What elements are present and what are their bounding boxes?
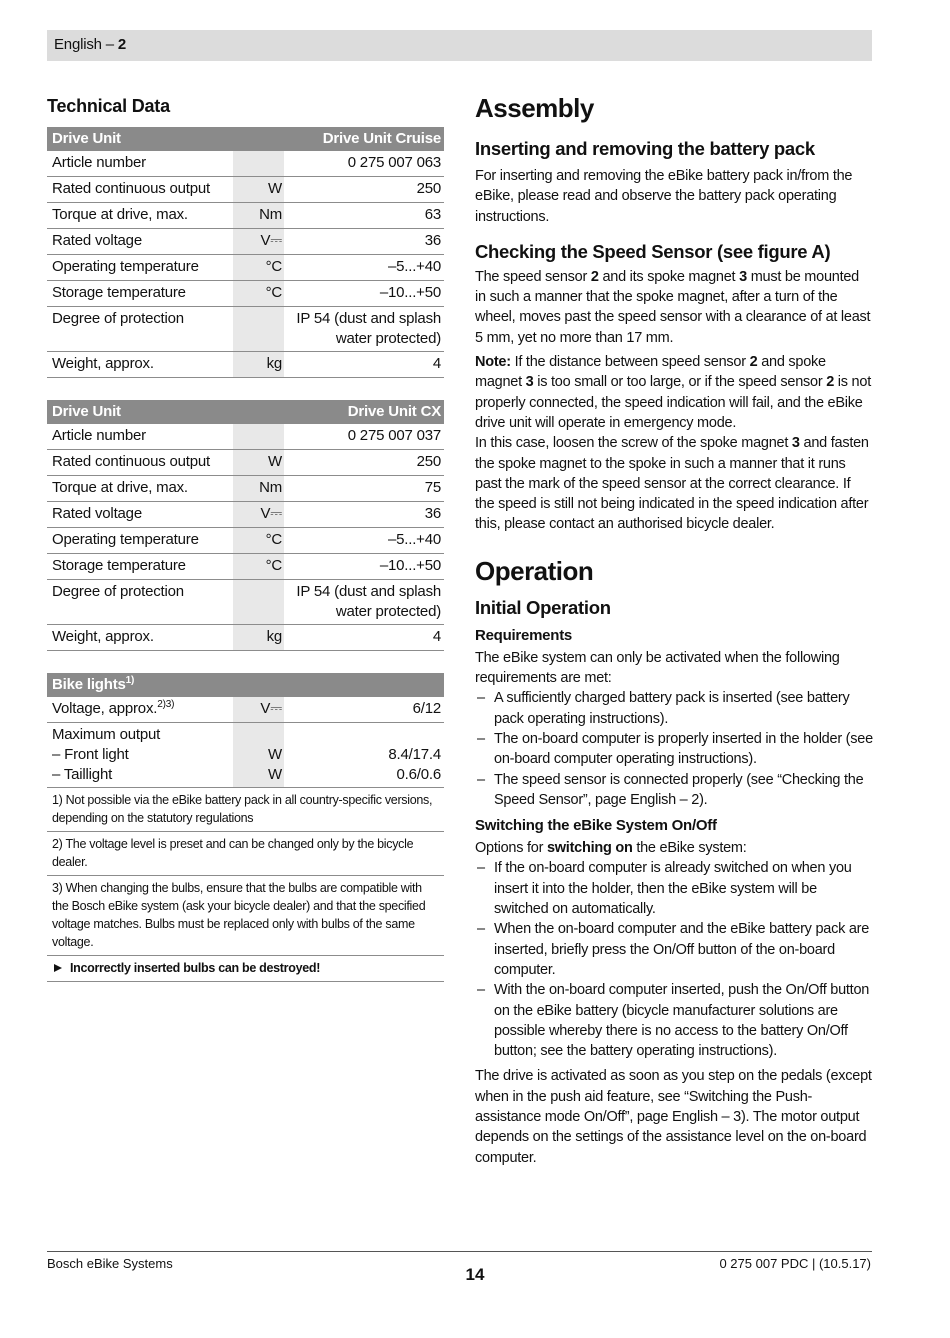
row-label: Storage temperature xyxy=(47,281,233,307)
battery-heading: Inserting and removing the battery pack xyxy=(475,138,815,159)
assembly-title: Assembly xyxy=(475,93,594,123)
warning-note xyxy=(47,956,444,982)
operation-title: Operation xyxy=(475,555,594,586)
text: The speed sensor xyxy=(475,268,591,285)
drive-activation-text: The drive is activated as soon as you step on the pedals (except when in the push aid feature, see “Switching the Push-assistance mode On/Off”, page English – 3). The motor output depends on the settings of the assistance level on the on-board computer. xyxy=(475,1068,872,1166)
row-value xyxy=(284,307,444,352)
sensor-paragraph xyxy=(475,267,873,348)
text: must be mounted in such a manner that the spoke magnet, after a turn of the wheel, moves past the speed sensor with a clearance of at least 5 mm, yet no more than 17 mm. xyxy=(475,268,871,346)
drive-unit-cruise-table xyxy=(47,127,444,378)
row-value: 6/12 xyxy=(284,697,444,723)
row-value: 0 275 007 063 xyxy=(284,151,444,177)
table-row xyxy=(47,229,444,255)
row-label: Rated voltage xyxy=(47,502,233,528)
table-row xyxy=(47,450,444,476)
ref-number: 3 xyxy=(739,268,747,285)
table-row xyxy=(47,625,444,651)
note-paragraph xyxy=(475,352,873,433)
list-item: – If the on-board computer is already switched on when you insert it into the holder, then the eBike system will be switched on automatically. xyxy=(475,858,873,919)
text: and spoke magnet xyxy=(475,354,826,391)
ref-number: 2 xyxy=(749,354,758,371)
ref-number: 2 xyxy=(826,374,835,391)
row-unit: Nm xyxy=(233,203,284,229)
front-light-label: – Front light xyxy=(52,746,129,763)
table-row xyxy=(47,424,444,450)
table-row xyxy=(47,203,444,229)
footer-divider xyxy=(47,1251,872,1252)
row-unit xyxy=(233,723,284,788)
footnote-ref: 2)3) xyxy=(157,699,175,710)
row-unit: V⎓ xyxy=(233,697,284,723)
requirements-list xyxy=(475,688,873,810)
header-page: 2 xyxy=(117,36,127,53)
list-item: – With the on-board computer inserted, push the On/Off button on the eBike battery (bicycle manufacturer solutions are possible whereby there is no access to the battery On/Off button; see the battery operating instructions). xyxy=(475,980,873,1061)
row-label: Operating temperature xyxy=(47,255,233,281)
drive-unit-cx-table xyxy=(47,400,444,651)
table-row xyxy=(47,255,444,281)
table-row xyxy=(47,554,444,580)
row-value-line1: IP 54 (dust and splash xyxy=(296,310,442,327)
table-row xyxy=(47,307,444,352)
row-value-line1: IP 54 (dust and splash xyxy=(296,583,442,600)
row-label: Article number xyxy=(47,151,233,177)
list-item: – The on-board computer is properly inserted in the holder (see on-board computer operating instructions). xyxy=(475,729,873,770)
technical-data-title: Technical Data xyxy=(47,96,170,116)
ref-number: 3 xyxy=(525,374,534,391)
row-value: 75 xyxy=(284,476,444,502)
row-unit: °C xyxy=(233,281,284,307)
taillight-value: 0.6/0.6 xyxy=(396,766,442,783)
initial-operation-heading: Initial Operation xyxy=(475,596,611,618)
voltage-label: Voltage, approx. xyxy=(52,700,158,717)
table-row xyxy=(47,151,444,177)
row-unit: kg xyxy=(233,352,284,378)
table-row xyxy=(47,528,444,554)
row-unit xyxy=(233,424,284,450)
footnote-ref: 1) xyxy=(125,674,135,686)
table-head-label: Bike lights xyxy=(52,675,126,693)
bike-lights-table xyxy=(47,673,444,787)
row-value: 4 xyxy=(284,625,444,651)
footnote-3: 3) When changing the bulbs, ensure that the bulbs are compatible with the Bosch eBike system (ask your bicycle dealer) and that the specified voltage matches. Bulbs must be replaced only with bulbs of the same voltage. xyxy=(47,876,444,956)
text: If the distance between speed sensor xyxy=(510,354,750,371)
row-label: Storage temperature xyxy=(47,554,233,580)
table-head xyxy=(47,673,444,697)
front-light-unit: W xyxy=(268,746,282,763)
table-row xyxy=(47,352,444,378)
table-head-right: Drive Unit CX xyxy=(284,400,444,424)
row-label: Article number xyxy=(47,424,233,450)
ref-number: 3 xyxy=(791,435,800,452)
switching-heading: Switching the eBike System On/Off xyxy=(475,817,717,835)
triangle-bullet-icon xyxy=(54,964,62,972)
row-value-line2: water protected) xyxy=(335,330,442,347)
main-text-column xyxy=(475,90,873,1168)
table-row xyxy=(47,177,444,203)
row-value: –5...+40 xyxy=(284,528,444,554)
table-row xyxy=(47,580,444,625)
battery-text: For inserting and removing the eBike battery pack in/from the eBike, please read and observe the battery pack operating instructions. xyxy=(475,168,853,225)
taillight-label: – Taillight xyxy=(52,766,113,783)
table-header xyxy=(47,673,444,697)
row-label: Operating temperature xyxy=(47,528,233,554)
table-head-right: Drive Unit Cruise xyxy=(284,127,444,151)
row-label: Rated continuous output xyxy=(47,450,233,476)
table-row xyxy=(47,723,444,788)
sensor-heading: Checking the Speed Sensor (see figure A) xyxy=(475,240,831,262)
row-value: –10...+50 xyxy=(284,554,444,580)
warning-text: Incorrectly inserted bulbs can be destroyed! xyxy=(70,961,321,975)
table-row xyxy=(47,281,444,307)
table-head-left: Drive Unit xyxy=(47,127,284,151)
footer-left: Bosch eBike Systems xyxy=(47,1256,173,1271)
row-label xyxy=(47,723,233,788)
row-unit: V⎓ xyxy=(233,502,284,528)
row-value: –10...+50 xyxy=(284,281,444,307)
row-unit xyxy=(233,580,284,625)
max-output-label: Maximum output xyxy=(52,726,161,743)
row-value: 36 xyxy=(284,502,444,528)
footnote-1: 1) Not possible via the eBike battery pack in all country-specific versions, depending on the statutory regulations xyxy=(47,788,444,832)
row-value xyxy=(284,580,444,625)
row-label: Degree of protection xyxy=(47,580,233,625)
row-value: 4 xyxy=(284,352,444,378)
table-head-left: Drive Unit xyxy=(47,400,284,424)
row-unit: °C xyxy=(233,255,284,281)
text: In this case, loosen the screw of the spoke magnet xyxy=(475,435,792,452)
table-header xyxy=(47,127,444,151)
row-value: 0 275 007 037 xyxy=(284,424,444,450)
footnotes xyxy=(47,787,444,982)
emphasis: switching on xyxy=(546,840,633,857)
row-value: 250 xyxy=(284,177,444,203)
row-value: 63 xyxy=(284,203,444,229)
requirements-heading: Requirements xyxy=(475,626,573,644)
taillight-unit: W xyxy=(268,766,282,783)
row-unit: °C xyxy=(233,554,284,580)
text: and fasten the spoke magnet to the spoke in such a manner that it runs past the mark of the speed sensor at the correct clearance. If the speed is still not being indicated in the speed indication after this, please contact an authorised bicycle dealer. xyxy=(475,435,869,533)
row-unit: kg xyxy=(233,625,284,651)
row-label: Weight, approx. xyxy=(47,625,233,651)
row-label: Weight, approx. xyxy=(47,352,233,378)
table-row xyxy=(47,697,444,723)
text: Options for xyxy=(475,840,547,857)
row-unit xyxy=(233,151,284,177)
row-unit: Nm xyxy=(233,476,284,502)
row-label: Rated voltage xyxy=(47,229,233,255)
row-unit: W xyxy=(233,450,284,476)
list-item: – A sufficiently charged battery pack is inserted (see battery pack operating instructions). xyxy=(475,688,873,729)
table-header xyxy=(47,400,444,424)
row-label: Degree of protection xyxy=(47,307,233,352)
row-value: 36 xyxy=(284,229,444,255)
footnote-2: 2) The voltage level is preset and can be changed only by the bicycle dealer. xyxy=(47,832,444,876)
page-number: 14 xyxy=(465,1265,485,1284)
row-value xyxy=(284,723,444,788)
text: is not properly connected, the speed indication will fail, and the eBike drive unit will operate in emergency mode. xyxy=(475,374,871,431)
row-value: –5...+40 xyxy=(284,255,444,281)
ref-number: 2 xyxy=(590,268,599,285)
requirements-intro: The eBike system can only be activated when the following requirements are met: xyxy=(475,649,840,687)
row-label: Torque at drive, max. xyxy=(47,203,233,229)
row-label: Torque at drive, max. xyxy=(47,476,233,502)
list-item: – The speed sensor is connected properly (see “Checking the Speed Sensor”, page English – 2). xyxy=(475,770,873,811)
table-row xyxy=(47,502,444,528)
page-header-bar xyxy=(47,30,872,61)
text: the eBike system: xyxy=(632,840,747,857)
row-unit: °C xyxy=(233,528,284,554)
row-label xyxy=(47,697,233,723)
text: and its spoke magnet xyxy=(598,268,740,285)
row-label: Rated continuous output xyxy=(47,177,233,203)
row-unit: V⎓ xyxy=(233,229,284,255)
row-unit xyxy=(233,307,284,352)
technical-data-column xyxy=(47,94,444,982)
switching-intro xyxy=(475,838,873,858)
list-item: – When the on-board computer and the eBike battery pack are inserted, briefly press the On/Off button of the on-board computer. xyxy=(475,919,873,980)
text: is too small or too large, or if the speed sensor xyxy=(533,374,827,391)
note-label: Note: xyxy=(475,354,511,371)
row-value: 250 xyxy=(284,450,444,476)
footer-right: 0 275 007 PDC | (10.5.17) xyxy=(719,1256,871,1271)
switching-list xyxy=(475,858,873,1061)
row-value-line2: water protected) xyxy=(335,603,442,620)
front-light-value: 8.4/17.4 xyxy=(388,746,442,763)
header-section: English – xyxy=(54,36,118,53)
table-row xyxy=(47,476,444,502)
row-unit: W xyxy=(233,177,284,203)
case-paragraph xyxy=(475,433,873,534)
